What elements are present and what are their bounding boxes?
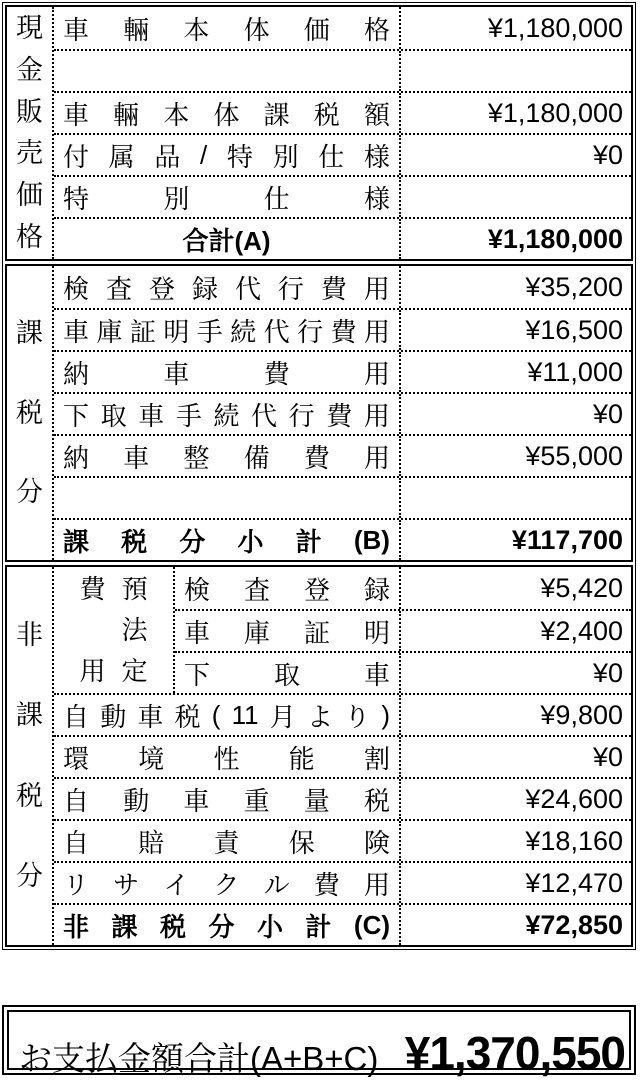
table-row [175,609,631,651]
item-label: 車 庫 証 明 手 続 代 行 費 用 [63,316,390,347]
item-label: 合計(A) [182,225,271,256]
price-section-taxable-portion [5,264,633,562]
table-row [54,777,631,819]
item-value: ¥35,200 [399,266,631,308]
table-row [54,175,631,217]
item-value: ¥1,180,000 [399,93,631,133]
item-value: ¥16,500 [399,310,631,350]
item-value: ¥2,400 [399,611,631,651]
item-label: 検 査 登 録 [184,574,390,605]
section-side-label: 現 金 販 売 価 格 [16,13,43,252]
item-value: ¥11,000 [399,352,631,392]
group-label-right-column: 預 法 定 [121,574,148,686]
table-row [54,693,631,735]
grand-total-label: お支払金額合計(A+B+C) [19,1040,379,1077]
item-label: 車 輛 本 体 課 税 額 [63,99,390,130]
item-label: 車 輛 本 体 価 格 [63,14,390,45]
item-value: ¥1,180,000 [399,219,631,259]
item-label: 非 課 税 分 小 計 (C) [63,909,390,942]
table-row [175,651,631,693]
table-row [54,735,631,777]
item-label: 納 車 整 備 費 用 [63,442,390,473]
legal-fees-rows [173,567,631,693]
table-row [54,7,631,49]
group-label-left-column: 費 用 [79,574,106,686]
item-label: リ サ イ ク ル 費 用 [63,869,390,900]
item-label: 特 別 仕 様 [63,183,390,214]
item-value [399,478,631,518]
section-side-label: 非 課 税 分 [16,620,43,891]
item-label: 下 取 車 [184,659,390,690]
table-row [54,266,631,308]
price-section-non-taxable-portion [5,565,633,947]
item-value: ¥117,700 [399,520,631,560]
section-body [52,266,631,560]
item-label: 課 税 分 小 計 (B) [63,524,390,557]
table-row [54,903,631,945]
item-value: ¥1,180,000 [399,7,631,49]
item-value: ¥0 [399,135,631,175]
item-label: 下 取 車 手 続 代 行 費 用 [63,400,390,431]
item-label: 環 境 性 能 割 [63,743,390,774]
item-value: ¥18,160 [399,821,631,861]
item-value: ¥55,000 [399,436,631,476]
item-value: ¥9,800 [399,695,631,735]
item-value: ¥5,420 [399,567,631,609]
item-label: 自 賠 責 保 険 [63,827,390,858]
table-row [54,861,631,903]
table-row [54,392,631,434]
item-value: ¥0 [399,737,631,777]
price-section-cash-sales-price [5,5,633,261]
grand-total-box [2,1005,636,1079]
item-value [399,177,631,217]
section-body [52,567,631,945]
item-value [399,51,631,91]
table-row [54,49,631,91]
section-side-label: 課 税 分 [16,318,43,507]
table-row [175,567,631,609]
table-row [54,217,631,259]
item-label: 自 動 車 税 ( 11 月 よ り ) [63,699,390,732]
table-row [54,308,631,350]
section-body [52,7,631,259]
table-row [54,350,631,392]
item-label: 自 動 車 重 量 税 [63,785,390,816]
table-row [54,518,631,560]
item-label [54,51,399,91]
table-row [54,434,631,476]
item-value: ¥0 [399,394,631,434]
table-row [54,133,631,175]
price-table [2,2,636,950]
legal-fees-block [54,567,631,693]
item-label: 検 査 登 録 代 行 費 用 [63,273,390,304]
item-label [54,478,399,518]
item-value: ¥12,470 [399,863,631,903]
table-row [54,91,631,133]
item-value: ¥0 [399,653,631,693]
table-row [54,476,631,518]
item-label: 車 庫 証 明 [184,617,390,648]
item-label: 納 車 費 用 [63,358,390,389]
grand-total-row [7,1010,631,1079]
item-label: 付 属 品 / 特 別 仕 様 [63,139,390,172]
table-row [54,819,631,861]
item-value: ¥72,850 [399,905,631,945]
legal-fees-group-label [54,567,173,693]
item-value: ¥24,600 [399,779,631,819]
grand-total-value: ¥1,370,550 [404,1027,625,1079]
